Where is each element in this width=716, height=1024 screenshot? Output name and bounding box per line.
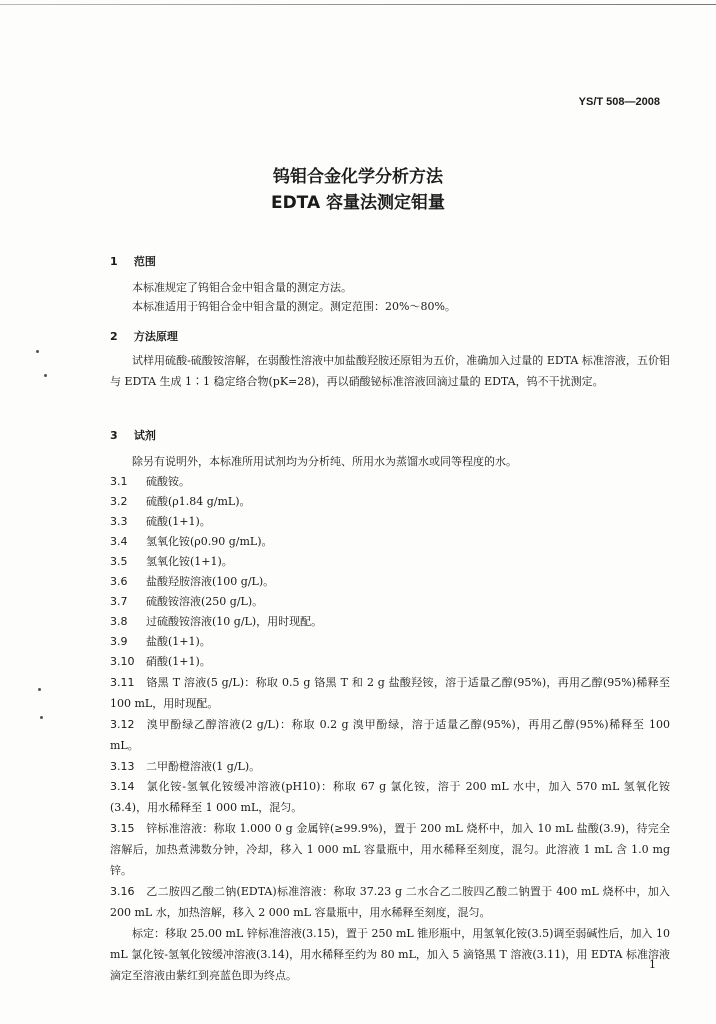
reagent-number: 3.15 [110, 822, 135, 835]
section-number: 3 [110, 429, 118, 442]
principle-paragraph: 试样用硫酸-硫酸铵溶解，在弱酸性溶液中加盐酸羟胺还原钼为五价，准确加入过量的 EDTA 标准溶液，五价钼与 EDTA 生成 1∶1 稳定络合物(pK=28)，再以硝酸铋标准溶液回滴过量的 EDTA，钨不干扰测定。 [110, 354, 670, 388]
page-number: 1 [649, 958, 656, 971]
section-title: 试剂 [133, 429, 156, 442]
reagent-item [110, 672, 670, 714]
reagent-text: 盐酸羟胺溶液(100 g/L)。 [146, 575, 275, 588]
reagent-text: 盐酸(1+1)。 [146, 635, 211, 648]
calibration-paragraph: 标定：移取 25.00 mL 锌标准溶液(3.15)，置于 250 mL 锥形瓶中，用氢氧化铵(3.5)调至弱碱性后，加入 10 mL 氯化铵-氢氧化铵缓冲溶液(3.14)，用水稀释至约为 80 mL，加入 5 滴铬黑 T 溶液(3.11)，用 EDTA 标准溶液滴定至溶液由紫红到亮蓝色即为终点。 [110, 927, 670, 982]
reagent-number: 3.6 [110, 575, 128, 588]
reagent-item [110, 818, 670, 881]
reagent-item [110, 776, 670, 818]
reagent-text: 氢氧化铵(ρ0.90 g/mL)。 [146, 535, 273, 548]
reagent-number: 3.5 [110, 555, 128, 568]
reagent-text: 锌标准溶液：称取 1.000 0 g 金属锌(≥99.9%)，置于 200 mL 烧杯中，加入 10 mL 盐酸(3.9)，待完全溶解后，加热煮沸数分钟，冷却，移入 1 000 mL 容量瓶中，用水稀释至刻度，混匀。此溶液 1 mL 含 1.0 mg 锌。 [110, 822, 670, 877]
reagent-item [110, 714, 670, 756]
reagent-item [110, 591, 670, 612]
section-title: 方法原理 [133, 330, 178, 343]
reagent-number: 3.1 [110, 475, 128, 488]
scope-paragraph-1: 本标准规定了钨钼合金中钼含量的测定方法。 [132, 281, 352, 294]
reagent-number: 3.13 [110, 760, 135, 773]
reagent-number: 3.10 [110, 655, 135, 668]
reagent-number: 3.4 [110, 535, 128, 548]
section-number: 1 [110, 255, 118, 268]
reagent-number: 3.14 [110, 780, 135, 793]
reagent-item [110, 611, 670, 632]
scan-edge-line [0, 4, 716, 5]
reagent-item [110, 471, 670, 492]
reagent-item [110, 551, 670, 572]
section-number: 2 [110, 330, 118, 343]
reagent-text: 硫酸铵溶液(250 g/L)。 [146, 595, 264, 608]
reagent-item [110, 531, 670, 552]
reagent-text: 硫酸铵。 [146, 475, 190, 488]
reagent-text: 二甲酚橙溶液(1 g/L)。 [146, 760, 261, 773]
reagent-number: 3.16 [110, 885, 135, 898]
reagent-item [110, 491, 670, 512]
reagent-item [110, 651, 670, 672]
reagent-number: 3.7 [110, 595, 128, 608]
reagent-text: 氢氧化铵(1+1)。 [146, 555, 233, 568]
reagent-number: 3.2 [110, 495, 128, 508]
reagent-text: 氯化铵-氢氧化铵缓冲溶液(pH10)：称取 67 g 氯化铵，溶于 200 mL 水中，加入 570 mL 氢氧化铵(3.4)，用水稀释至 1 000 mL，混匀。 [110, 780, 670, 814]
reagent-text: 铬黑 T 溶液(5 g/L)：称取 0.5 g 铬黑 T 和 2 g 盐酸羟铵，溶于适量乙醇(95%)，再用乙醇(95%)稀释至 100 mL，用时现配。 [110, 676, 670, 710]
section-title: 范围 [133, 255, 156, 268]
document-subtitle: EDTA 容量法测定钼量 [270, 193, 446, 213]
reagent-item [110, 881, 670, 923]
scan-speck [38, 688, 41, 691]
reagent-text: 硫酸(1+1)。 [146, 515, 211, 528]
section-heading-reagents [110, 427, 156, 443]
reagent-text: 硫酸(ρ1.84 g/mL)。 [146, 495, 251, 508]
reagent-text: 乙二胺四乙酸二钠(EDTA)标准溶液：称取 37.23 g 二水合乙二胺四乙酸二钠置于 400 mL 烧杯中，加入 200 mL 水，加热溶解，移入 2 000 mL 容量瓶中，用水稀释至刻度，混匀。 [110, 885, 670, 919]
reagent-item [110, 511, 670, 532]
reagent-text: 硝酸(1+1)。 [146, 655, 211, 668]
reagent-number: 3.8 [110, 615, 128, 628]
reagent-number: 3.9 [110, 635, 128, 648]
scan-speck [36, 350, 39, 353]
scan-speck [44, 374, 47, 377]
section-heading-principle [110, 328, 178, 344]
scan-speck [40, 716, 43, 719]
reagent-item [110, 571, 670, 592]
reagent-number: 3.3 [110, 515, 128, 528]
reagents-intro: 除另有说明外，本标准所用试剂均为分析纯、所用水为蒸馏水或同等程度的水。 [132, 455, 517, 468]
reagent-number: 3.11 [110, 676, 135, 689]
reagent-text: 过硫酸铵溶液(10 g/L)，用时现配。 [146, 615, 323, 628]
document-title: 钨钼合金化学分析方法 [273, 167, 443, 187]
standard-code: YS/T 508—2008 [578, 96, 660, 108]
reagent-text: 溴甲酚绿乙醇溶液(2 g/L)：称取 0.2 g 溴甲酚绿，溶于适量乙醇(95%)，再用乙醇(95%)稀释至 100 mL。 [110, 718, 670, 752]
reagent-item [110, 756, 670, 777]
reagent-item [110, 631, 670, 652]
reagent-number: 3.12 [110, 718, 135, 731]
scope-paragraph-2: 本标准适用于钨钼合金中钼含量的测定。测定范围：20%～80%。 [132, 300, 456, 313]
section-heading-scope [110, 253, 156, 269]
